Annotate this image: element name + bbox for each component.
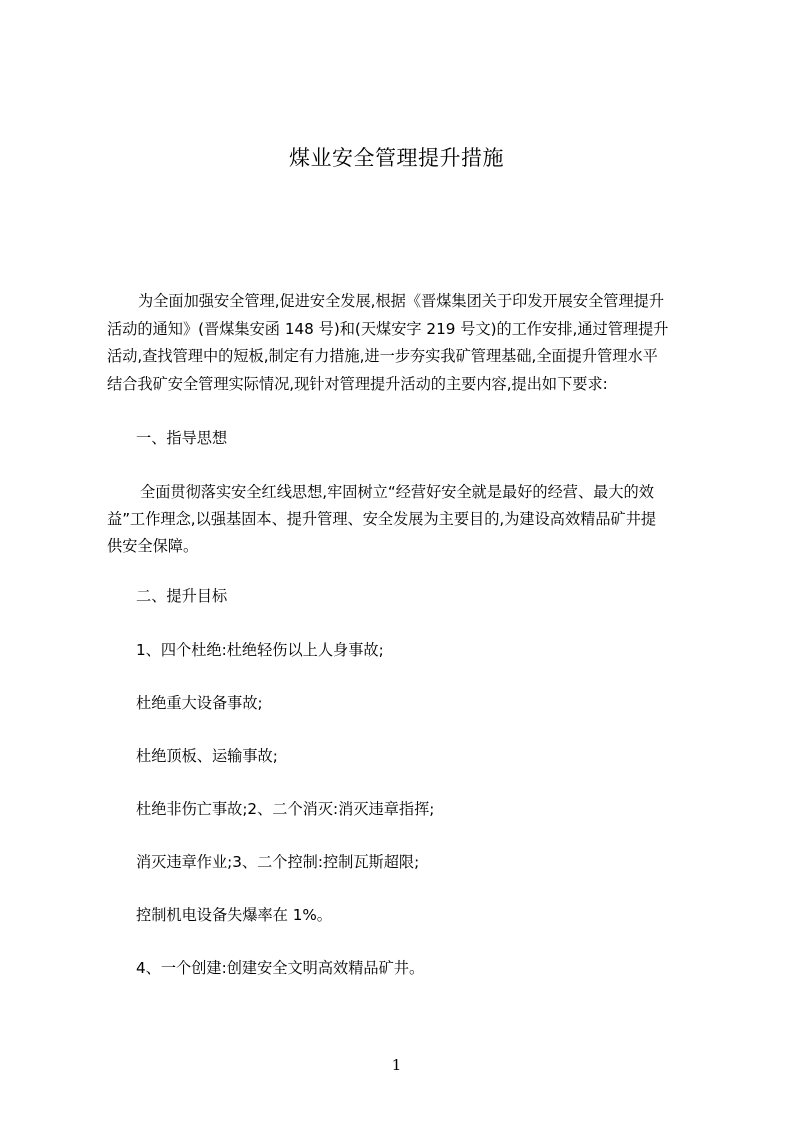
section-body-line: 全面贯彻落实安全红线思想,牢固树立“经营好安全就是最好的经营、最大的效 bbox=[140, 483, 654, 501]
goal-item: 杜绝非伤亡事故;2、二个消灭:消灭违章指挥; bbox=[136, 800, 435, 818]
goal-item: 杜绝顶板、运输事故; bbox=[136, 747, 278, 765]
document-title: 煤业安全管理提升措施 bbox=[289, 146, 504, 170]
section-heading: 二、提升目标 bbox=[136, 587, 228, 605]
goal-item: 控制机电设备失爆率在 1%。 bbox=[136, 906, 332, 924]
intro-line: 结合我矿安全管理实际情况,现针对管理提升活动的主要内容,提出如下要求: bbox=[107, 375, 608, 393]
page-number: 1 bbox=[391, 1056, 402, 1074]
intro-line: 为全面加强安全管理,促进安全发展,根据《晋煤集团关于印发开展安全管理提升 bbox=[138, 292, 665, 310]
intro-line: 活动,查找管理中的短板,制定有力措施,进一步夯实我矿管理基础,全面提升管理水平 bbox=[107, 347, 658, 365]
goal-item: 1、四个杜绝:杜绝轻伤以上人身事故; bbox=[136, 641, 384, 659]
section-body-line: 供安全保障。 bbox=[107, 537, 199, 555]
goal-item: 消灭违章作业;3、二个控制:控制瓦斯超限; bbox=[136, 853, 420, 871]
goal-item: 4、一个创建:创建安全文明高效精品矿井。 bbox=[136, 959, 425, 977]
section-heading: 一、指导思想 bbox=[136, 429, 228, 447]
section-body-line: 益”工作理念,以强基固本、提升管理、安全发展为主要目的,为建设高效精品矿井提 bbox=[107, 510, 657, 528]
goal-item: 杜绝重大设备事故; bbox=[136, 694, 263, 712]
intro-line: 活动的通知》(晋煤集安函 148 号)和(天煤安字 219 号文)的工作安排,通过管理提升 bbox=[107, 320, 669, 338]
